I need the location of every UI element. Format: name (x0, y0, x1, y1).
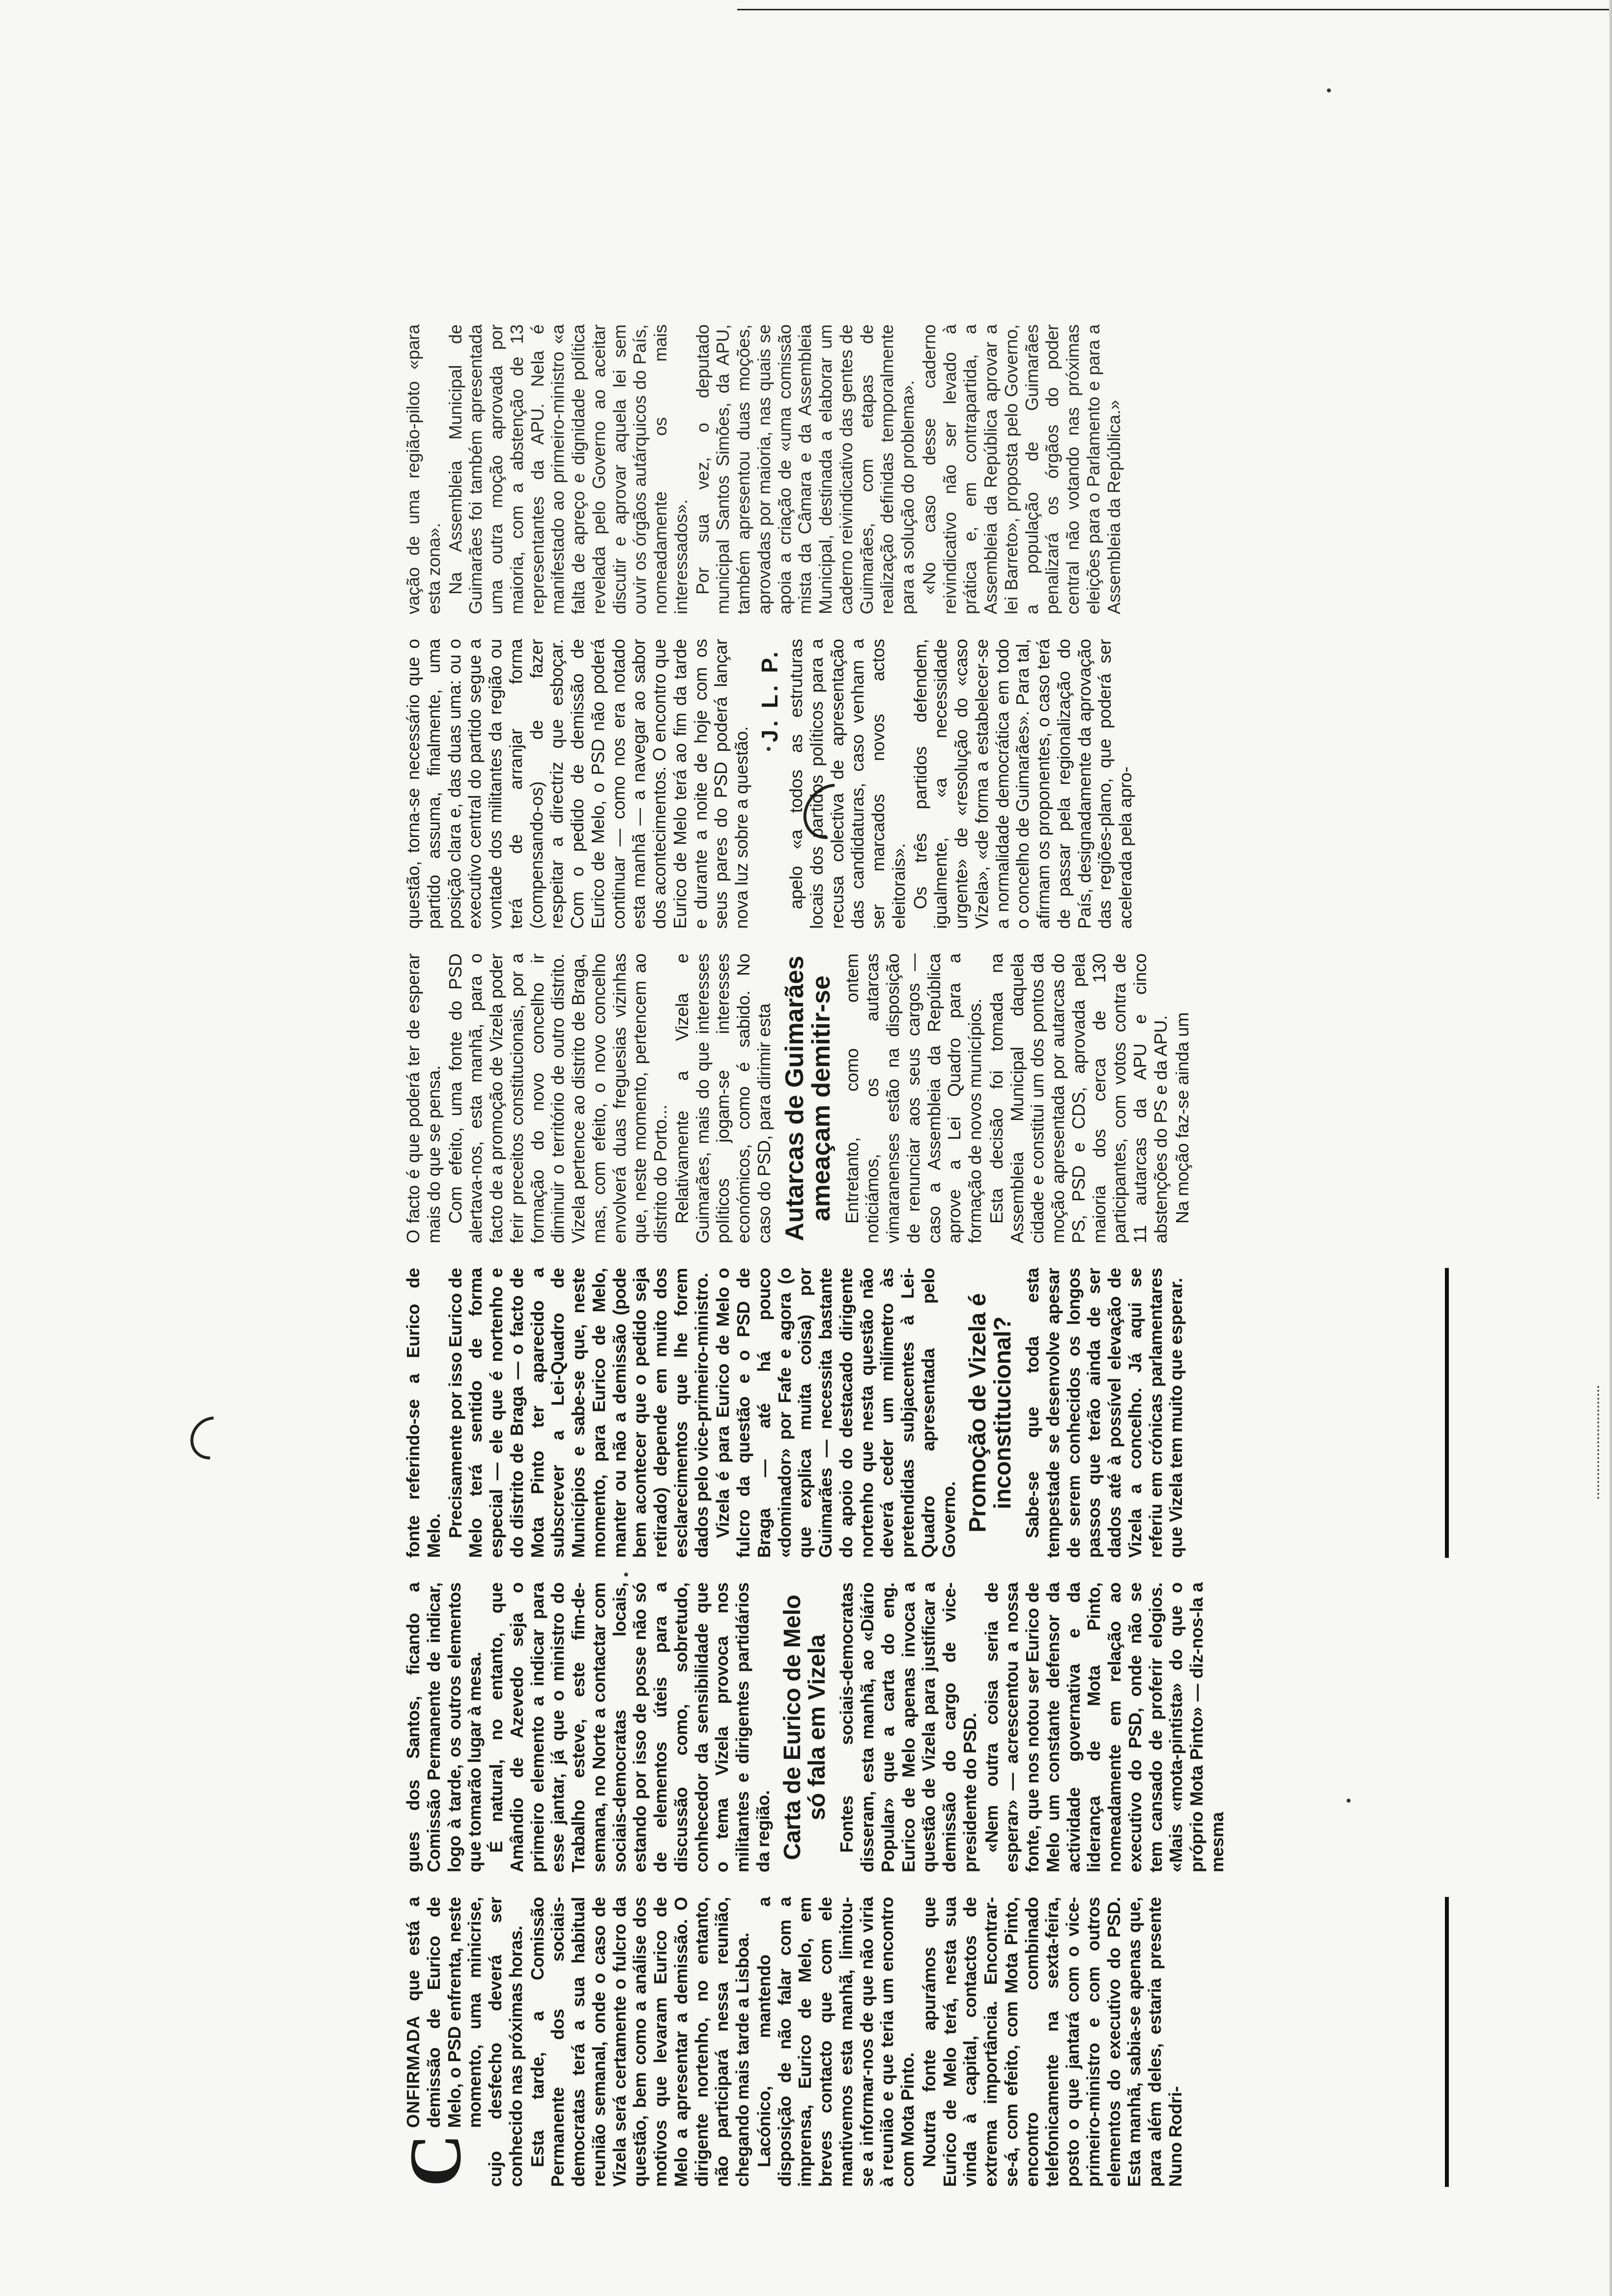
column-end-rule (1445, 1897, 1449, 2187)
scan-edge-top (737, 9, 1612, 10)
article-paragraph: questão, torna-se necessário que o partido assuma, finalmente, uma posição clara e, das duas uma: ou o executivo central do partido segue a vontade dos militantes da região ou terá de arranjar forma (compensando-os) de fazer respeitar a directriz que esboçar. Com o pedido de demissão de Eurico de Melo, o PSD não poderá continuar — como nos era notado esta manhã — a navegar ao sabor dos acontecimentos. O encontro que Eurico de Melo terá ao fim da tarde e durante a noite de hoje com os seus pares do PSD poderá lançar nova luz sobre a questão. (403, 639, 751, 929)
article-paragraph: Com efeito, uma fonte do PSD alertava-nos, esta manhã, para o facto de a promoção de Vizela poder ferir preceitos constitucionais, por a formação do novo concelho ir diminuir o território de outro distrito. Vizela pertence ao distrito de Braga, mas, com efeito, o novo concelho envolverá duas freguesias vizinhas que, neste momento, pertencem ao distrito do Porto... (445, 953, 670, 1243)
article-paragraph: fonte referindo-se a Eurico de Melo. (403, 1268, 444, 1558)
article-paragraph: apelo «a todos as estruturas locais dos partidos políticos para a recusa colectiva de apresentação das candidaturas, caso venham a ser marcados novos actos eleitorais». (786, 639, 909, 929)
article-paragraph: Na Assembleia Municipal de Guimarães foi também apresentada uma outra moção aprovada por maioria, com a abstenção de 13 representantes da APU. Nela é manifestado ao primeiro-ministro «a falta de apreço e dignidade política revelada pelo Governo ao aceitar discutir e aprovar aquela lei sem ouvir os órgãos autárquicos do País, nomeadamente os mais interessados». (445, 324, 691, 614)
column-end-rule (1445, 1268, 1449, 1558)
subheading: Promoção de Vizela é inconstitucional? (965, 1293, 1016, 1533)
article-paragraph: Vizela é para Eurico de Melo o fulcro da questão e o PSD de Braga — até há pouco «dominador» por Fafe e agora (o que explica muita coisa) por Guimarães — necessita bastante do apoio do destacado dirigente nortenho que nesta questão não deverá ceder um milímetro às pretendidas subjacentes à Lei-Quadro apresentada pelo Governo. (713, 1268, 959, 1558)
article-column-4 (403, 953, 1193, 1243)
article-column-6 (403, 324, 1125, 614)
newspaper-article (383, 74, 1484, 2187)
lead-word: ONFIRMADA (403, 2015, 423, 2128)
article-column-5 (403, 639, 1137, 929)
article-paragraph: Lacónico, mantendo a disposição de não falar com a imprensa, Eurico de Melo, em breves contacto que com ele mantivemos esta manhã, limitou-se a informar-nos de que não viria à reunião e que teria um encontro com Mota Pinto. (753, 1897, 918, 2187)
subheading: Autarcas de Guimarães ameaçam demitir-se (780, 955, 836, 1241)
article-paragraph: «No caso desse caderno reivindicativo não ser levado à prática e, em contrapartida, a Assembleia da República aprovar a lei Barreto», proposta pelo Governo, a população de Guimarães penalizará os órgãos do poder central não votando nas próximas eleições para o Parlamento e para a Assembleia da República.» (919, 324, 1124, 614)
article-paragraph: Sabe-se que toda esta tempestade se desenvolve apesar de serem conhecidos os longos passos que terão ainda de ser dados até à possível elevação de Vizela a concelho. Já aqui se referiu em crónicas parlamentares que Vizela tem muito que esperar. (1022, 1268, 1186, 1558)
article-paragraph-lead (395, 1897, 526, 2187)
article-paragraph: Relativamente a Vizela e Guimarães, mais do que interesses políticos jogam-se interesses económicos, como é sabido. No caso do PSD, para dirimir esta (671, 953, 774, 1243)
subheading: Carta de Eurico de Melo só fala em Vizela (779, 1595, 830, 1860)
article-paragraph: Entretanto, como ontem noticiámos, os autarcas vimaranenses estão na disposição de renunciar aos seus cargos — caso a Assembleia da República aprove a Lei Quadro para a formação de novos municípios. (841, 953, 985, 1243)
scan-dotted-line (1597, 1386, 1601, 1499)
article-paragraph: vação de uma região-piloto «para esta zona». (403, 324, 444, 614)
article-paragraph: É natural, no entanto, que Amândio de Azevedo seja o primeiro elemento a indicar para esse jantar, já que o ministro do Trabalho esteve, este fim-de-semana, no Norte a contactar com sociais-democratas locais, estando por isso de posse não só de elementos úteis para a discussão como, sobretudo, conhecedor da sensibilidade que o tema Vizela provoca nos militantes e dirigentes partidários da região. (486, 1582, 773, 1872)
article-paragraph: Por sua vez, o deputado municipal Santos Simões, da APU, também apresentou duas moções, aprovadas por maioria, nas quais se apoia a criação de «uma comissão mista da Câmara e da Assembleia Municipal, destinada a elaborar um caderno reivindicativo das gentes de Guimarães, com etapas de realização definidas temporalmente para a solução do problema». (692, 324, 918, 614)
article-paragraph: Os três partidos defendem, igualmente, «a necessidade urgente» de «resolução do «caso Vizela», «de forma a estabelecer-se a normalidade democrática em todo o concelho de Guimarães». Para tal, afirmam os proponentes, o caso terá de passar pela regionalização do País, designadamente da aprovação das regiões-plano, que poderá ser acelerada pela apro- (910, 639, 1136, 929)
article-paragraph: Esta decisão foi tomada na Assembleia Municipal daquela cidade e constitui um dos pontos da moção apresentada por autarcas do PS, PSD e CDS, aprovada pela maioria dos cerca de 130 participantes, com votos contra de 11 autarcas da APU e cinco abstenções do PS e da APU. (986, 953, 1171, 1243)
lead-text: que está a demissão de Eurico de Melo, o PSD enfrenta, neste momento, uma minicrise, cujo desfecho deverá ser conhecido nas próximas horas. (403, 1897, 526, 2187)
article-column-3 (403, 1268, 1187, 1558)
drop-cap: C (395, 2133, 476, 2187)
article-paragraph: Precisamente por isso Eurico de Melo terá sentido de forma especial — ele que é nortenho e do distrito de Braga — o facto de Mota Pinto ter aparecido a subscrever a Lei-Quadro de Municípios e sabe-se que, neste momento, para Eurico de Melo, manter ou não a demissão (pode bem acontecer que o pedido seja retirado) depende em muito dos esclarecimentos que lhe forem dados pelo vice-primeiro-ministro. (445, 1268, 712, 1558)
scan-edge-right (1609, 0, 1612, 2296)
article-column-1 (395, 1897, 1187, 2187)
article-paragraph: Na moção faz-se ainda um (1172, 1012, 1192, 1224)
binder-hole-mark (181, 1407, 242, 1468)
article-paragraph: «Nem outra coisa seria de esperar» — acrescentou a nossa fonte, que nos notou ser Eurico de Melo um constante defensor da actividade governativa e da liderança de Mota Pinto, nomeadamente em relação ao executivo do PSD, onde não se tem cansado de proferir elogios. «Mais «mota-pintista» do que o próprio Mota Pinto» — diz-nos-la a mesma (981, 1582, 1227, 1872)
article-column-2 (403, 1582, 1229, 1872)
article-paragraph: Fontes sociais-democratas disseram, esta manhã, ao «Diário Popular» que a carta do eng. Eurico de Melo apenas invoca a questão de Vizela para justificar a demissão do cargo de vice-presidente do PSD. (836, 1582, 980, 1872)
author-signature: J. L. P. (756, 649, 782, 743)
article-paragraph: gues dos Santos, ficando a Comissão Permanente de indicar, logo à tarde, os outros elementos que tomarão lugar à mesa. (403, 1582, 485, 1872)
article-paragraph: Esta tarde, a Comissão Permanente dos sociais-democratas terá a sua habitual reunião semanal, onde o caso de Vizela será certamente o fulcro da questão, bem como a análise dos motivos que levaram Eurico de Melo a apresentar a demissão. O dirigente nortenho, no entanto, não participará nessa reunião, chegando mais tarde a Lisboa. (527, 1897, 752, 2187)
article-paragraph: Noutra fonte apurámos que Eurico de Melo terá, nesta sua vinda à capital, contactos de extrema importância. Encontrar-se-á, com efeito, com Mota Pinto, encontro combinado telefonicamente na sexta-feira, posto o que jantará com o vice-primeiro-ministro e com outros elementos do executivo do PSD. Esta manhã, sabia-se apenas que, para além deles, estaria presente Nuno Rodri- (919, 1897, 1185, 2187)
article-paragraph: O facto é que poderá ter de esperar mais do que se pensa. (403, 953, 444, 1243)
